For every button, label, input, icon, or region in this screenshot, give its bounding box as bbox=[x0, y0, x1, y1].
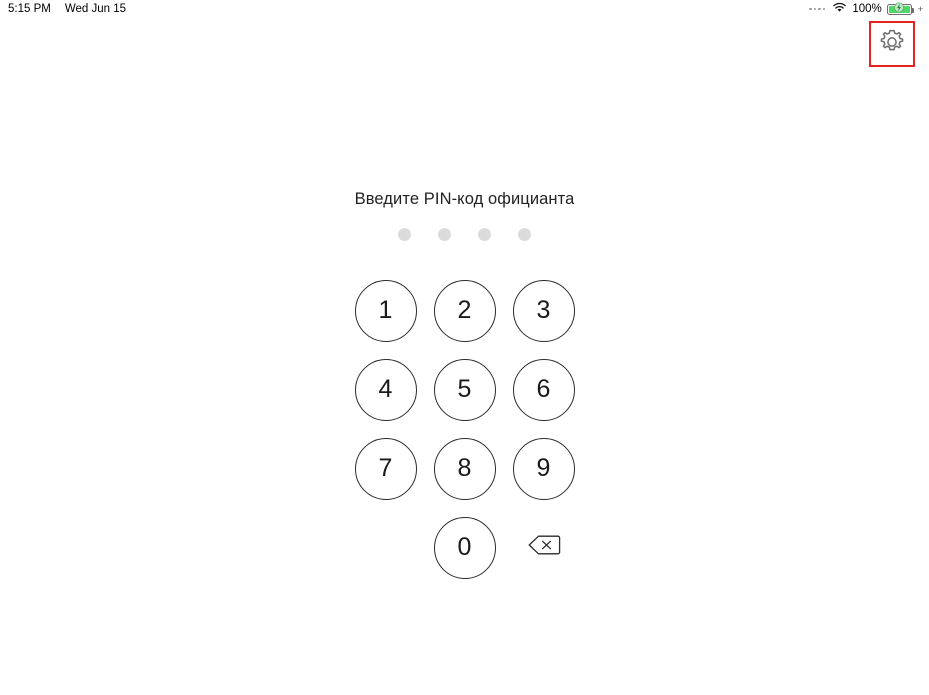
backspace-icon bbox=[527, 533, 561, 562]
pin-dot bbox=[398, 228, 411, 241]
status-bar-right bbox=[809, 0, 923, 18]
signal-dots-icon bbox=[809, 8, 825, 11]
settings-button[interactable] bbox=[873, 25, 911, 63]
keypad-key-1[interactable]: 1 bbox=[355, 280, 417, 342]
keypad-cell bbox=[504, 271, 583, 350]
keypad-cell bbox=[425, 508, 504, 587]
keypad-cell bbox=[425, 429, 504, 508]
keypad-delete-button[interactable] bbox=[513, 517, 575, 579]
status-bar-left bbox=[8, 3, 126, 15]
keypad-cell bbox=[504, 350, 583, 429]
keypad-cell bbox=[504, 508, 583, 587]
keypad-key-3[interactable]: 3 bbox=[513, 280, 575, 342]
keypad-key-0[interactable]: 0 bbox=[434, 517, 496, 579]
keypad-cell bbox=[346, 350, 425, 429]
keypad-key-5[interactable]: 5 bbox=[434, 359, 496, 421]
wifi-icon bbox=[832, 2, 847, 16]
battery-percent-label: 100% bbox=[852, 3, 882, 15]
keypad-key-6[interactable]: 6 bbox=[513, 359, 575, 421]
keypad-key-4[interactable]: 4 bbox=[355, 359, 417, 421]
keypad-key-9[interactable]: 9 bbox=[513, 438, 575, 500]
keypad-key-7[interactable]: 7 bbox=[355, 438, 417, 500]
charging-bolt-icon bbox=[894, 2, 904, 16]
status-bar-date: Wed Jun 15 bbox=[64, 3, 126, 15]
pin-entry-panel bbox=[0, 190, 929, 587]
status-bar bbox=[0, 0, 929, 18]
pin-dots-indicator bbox=[398, 228, 531, 241]
pin-prompt-label: Введите PIN-код официанта bbox=[354, 190, 575, 208]
battery-plus-label: + bbox=[917, 3, 923, 14]
keypad-key-2[interactable]: 2 bbox=[434, 280, 496, 342]
pin-dot bbox=[438, 228, 451, 241]
pin-dot bbox=[518, 228, 531, 241]
keypad-cell bbox=[346, 271, 425, 350]
keypad-cell-empty bbox=[346, 508, 425, 587]
keypad-key-8[interactable]: 8 bbox=[434, 438, 496, 500]
keypad-cell bbox=[346, 429, 425, 508]
numeric-keypad bbox=[346, 271, 583, 587]
status-bar-time: 5:15 PM bbox=[8, 3, 51, 15]
gear-icon bbox=[877, 27, 907, 62]
pin-dot bbox=[478, 228, 491, 241]
battery-icon bbox=[887, 4, 912, 15]
keypad-cell bbox=[425, 350, 504, 429]
keypad-cell bbox=[425, 271, 504, 350]
keypad-cell bbox=[504, 429, 583, 508]
